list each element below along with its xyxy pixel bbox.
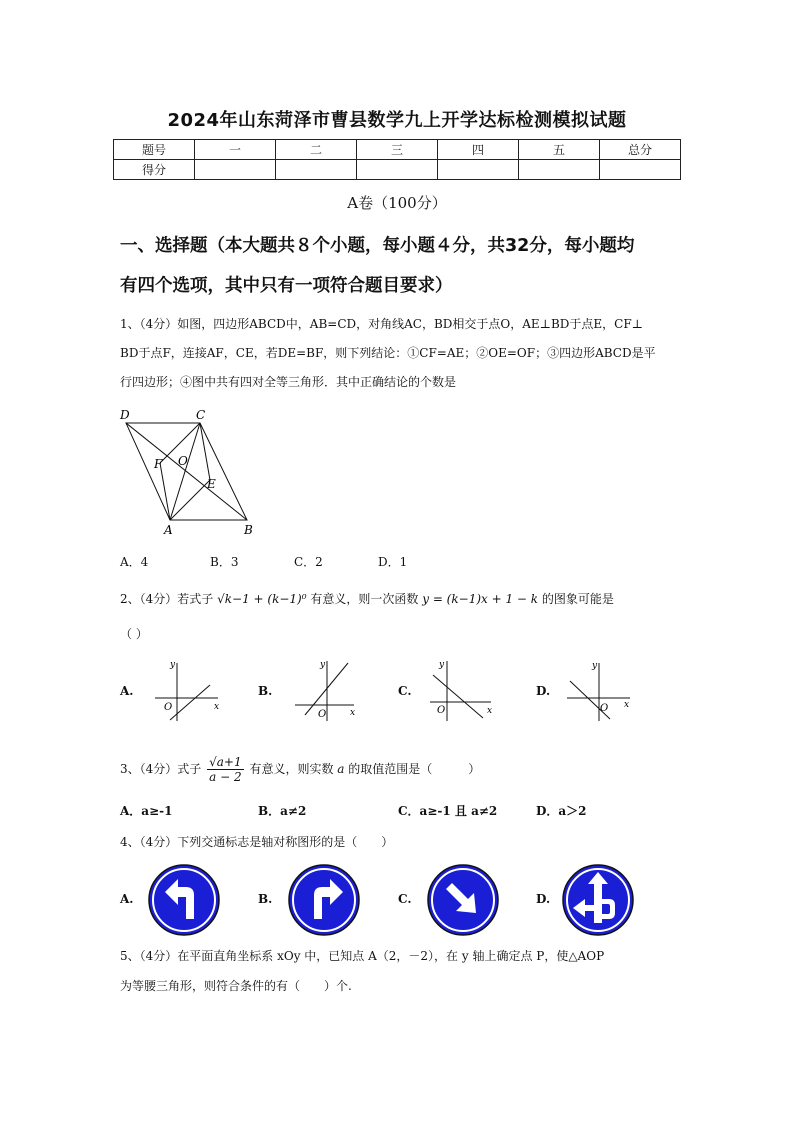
q3-suffix2: 的取值范围是（ ）: [348, 762, 481, 776]
q2-option-d-label: D.: [536, 684, 551, 698]
score-table-header-cell: 一: [195, 140, 276, 160]
score-table-header-cell: 四: [438, 140, 519, 160]
q4-option-d-label: D.: [536, 892, 551, 906]
q2-graph-d-y-label: y: [592, 661, 598, 671]
score-table-score-row: [114, 160, 681, 180]
q4-sign-straight-or-left: [561, 863, 635, 937]
q2-suffix: 的图象可能是: [541, 592, 614, 606]
q5-line2: 为等腰三角形，则符合条件的有（ ）个.: [120, 979, 352, 993]
q2-graph-a-y-label: y: [170, 660, 176, 670]
q4-sign-turn-right: [287, 863, 361, 937]
q3-prefix: 3、（4分）式子: [120, 762, 202, 776]
score-cell: [195, 160, 276, 180]
q2-expression: √k−1 + (k−1)⁰: [217, 592, 307, 606]
q2-line1: [120, 590, 700, 608]
section-a-heading: A卷（100分）: [347, 194, 447, 212]
q3-denominator: a − 2: [209, 770, 242, 784]
score-cell: [600, 160, 681, 180]
q3-option-d: D．a＞2: [536, 804, 587, 818]
q5-line1: 5、（4分）在平面直角坐标系 xOy 中，已知点 A（2，－2），在 y 轴上确定点 P，使△AOP: [120, 949, 605, 963]
score-table: [113, 139, 681, 180]
score-table-header-cell: 二: [276, 140, 357, 160]
q4-line: 4、（4分）下列交通标志是轴对称图形的是（ ）: [120, 835, 394, 849]
q2-function: y = (k−1)x + 1 − k: [422, 592, 539, 606]
q1-line2: BD于点F，连接AF，CE，若DE=BF，则下列结论：①CF=AE；②OE=OF；③四边形ABCD是平: [120, 346, 656, 360]
score-cell: [276, 160, 357, 180]
q2-graph-c-y-label: y: [439, 660, 445, 670]
q3-fraction: [207, 755, 244, 784]
q4-sign-diagonal: [426, 863, 500, 937]
q4-option-a-label: A.: [120, 892, 134, 906]
q3-option-b: B．a≠2: [258, 804, 307, 818]
score-table-header-cell: 三: [357, 140, 438, 160]
q3-line: [120, 755, 680, 784]
q2-graph-d: [562, 655, 642, 725]
q2-option-a-label: A.: [120, 684, 134, 698]
q1-label-a: A: [164, 523, 173, 537]
q1-option-a: A．4: [120, 555, 149, 569]
q1-line3: 行四边形；④图中共有四对全等三角形．其中正确结论的个数是: [120, 375, 457, 389]
q2-graph-a: [150, 655, 230, 725]
part1-heading-line1: 一、选择题（本大题共８个小题，每小题４分，共32分，每小题均: [120, 236, 635, 256]
q3-option-c: C．a≥-1 且 a≠2: [398, 804, 498, 818]
score-cell: [519, 160, 600, 180]
q4-option-b-label: B.: [258, 892, 273, 906]
q1-geometry-figure: [110, 402, 270, 542]
q2-graph-c: [425, 655, 505, 725]
score-cell: [438, 160, 519, 180]
q2-graph-a-x-label: x: [214, 702, 220, 712]
score-table-header-cell: 五: [519, 140, 600, 160]
q2-graph-b: [290, 655, 370, 725]
q1-line1: 1、（4分）如图，四边形ABCD中，AB=CD，对角线AC，BD相交于点O，AE⊥BD于点E，CF⊥: [120, 317, 643, 331]
q2-graph-b-origin-label: O: [318, 709, 327, 720]
q1-label-f: F: [154, 457, 163, 471]
score-table-header-cell: 总分: [600, 140, 681, 160]
q2-mid: 有意义，则一次函数: [310, 592, 419, 606]
q2-paren: （ ）: [120, 627, 148, 641]
page-title: 2024年山东菏泽市曹县数学九上开学达标检测模拟试题: [167, 110, 627, 131]
q4-sign-b-circle: [289, 865, 359, 935]
q1-label-e: E: [207, 477, 216, 491]
q2-graph-b-y-label: y: [320, 660, 326, 670]
q2-graph-d-origin-label: O: [600, 703, 609, 714]
q3-numerator: √a+1: [209, 755, 242, 769]
q4-option-c-label: C.: [398, 892, 412, 906]
score-table-header-row: [114, 140, 681, 160]
score-cell: [357, 160, 438, 180]
q1-label-b: B: [244, 523, 253, 537]
score-table-row-label: 得分: [114, 160, 195, 180]
q2-graph-a-origin-label: O: [164, 702, 173, 713]
part1-heading-line2: 有四个选项，其中只有一项符合题目要求）: [120, 276, 453, 296]
q1-option-b: B．3: [210, 555, 239, 569]
q2-graph-d-x-label: x: [624, 700, 630, 710]
q1-label-c: C: [196, 408, 206, 422]
q1-option-d: D．1: [378, 555, 408, 569]
q3-suffix: 有意义，则实数: [249, 762, 334, 776]
q2-option-c-label: C.: [398, 684, 412, 698]
score-table-header-cell: 题号: [114, 140, 195, 160]
q2-graph-c-origin-label: O: [437, 705, 446, 716]
q3-variable: a: [337, 762, 345, 776]
q2-graph-b-x-label: x: [350, 708, 356, 718]
q3-option-a: A．a≥-1: [120, 804, 173, 818]
q1-label-o: O: [178, 454, 188, 468]
q1-option-c: C．2: [294, 555, 323, 569]
q2-option-b-label: B.: [258, 684, 273, 698]
q1-label-d: D: [120, 408, 130, 422]
q4-sign-a-circle: [149, 865, 219, 935]
q2-graph-c-x-label: x: [487, 706, 493, 716]
q2-prefix: 2、（4分）若式子: [120, 592, 214, 606]
q4-sign-turn-left: [147, 863, 221, 937]
